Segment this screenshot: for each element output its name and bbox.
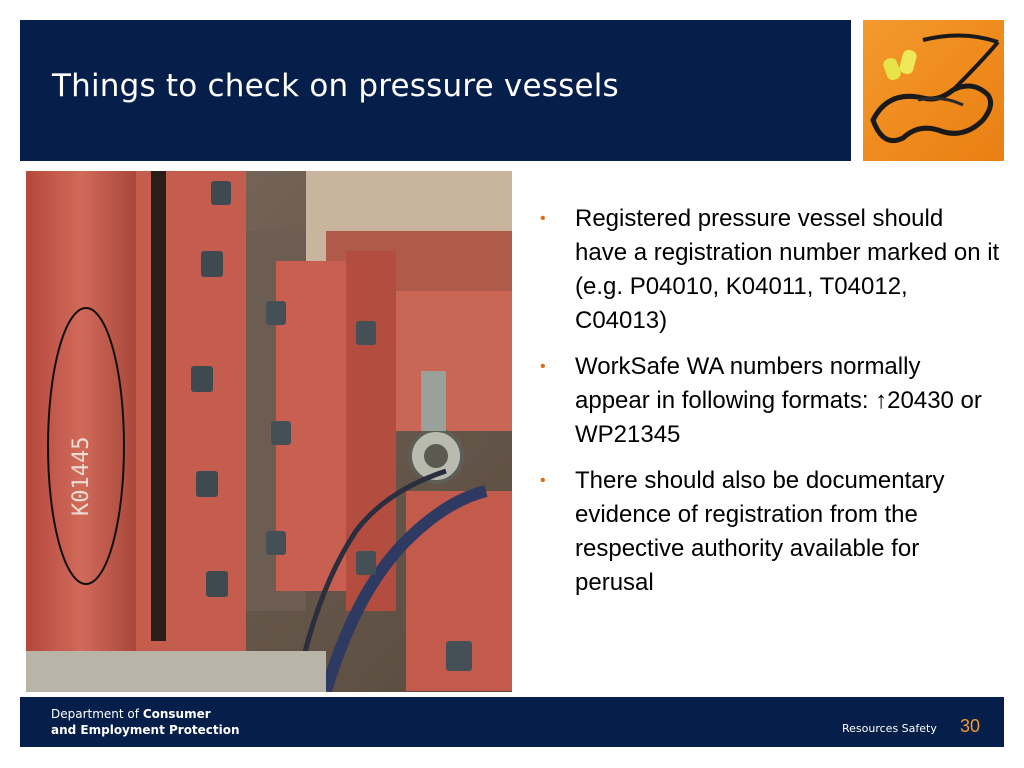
vessel-flange-illustration	[26, 171, 512, 692]
stamp-number: K01445	[69, 436, 94, 516]
footer-bar	[20, 697, 1004, 747]
division-name: Resources Safety	[842, 722, 937, 735]
title-bar	[20, 20, 851, 161]
dept-prefix: Department of	[51, 707, 143, 721]
slide-title: Things to check on pressure vessels	[52, 68, 619, 104]
bullet-icon: •	[540, 210, 546, 227]
department-name	[51, 706, 240, 738]
pressure-vessel-photo	[26, 171, 512, 692]
list-item	[540, 202, 1000, 338]
bullet-text: WorkSafe WA numbers normally appear in following formats: ↑20430 or WP21345	[575, 353, 982, 448]
page-number: 30	[960, 716, 981, 736]
list-item	[540, 350, 1000, 452]
dept-name-bold: Consumer	[142, 707, 211, 721]
bullet-icon: •	[540, 472, 546, 489]
safety-equipment-image	[863, 20, 1004, 161]
list-item	[540, 464, 1000, 600]
bullet-icon: •	[540, 358, 546, 375]
safety-glasses-icon	[863, 20, 1004, 161]
dept-name-bold-line2: and Employment Protection	[51, 723, 240, 737]
bullet-list	[540, 202, 1000, 612]
bullet-text: There should also be documentary evidence of registration from the respective authority available for perusal	[575, 467, 945, 596]
bullet-text: Registered pressure vessel should have a registration number marked on it (e.g. P04010, K04011, T04012, C04013)	[575, 205, 1000, 334]
